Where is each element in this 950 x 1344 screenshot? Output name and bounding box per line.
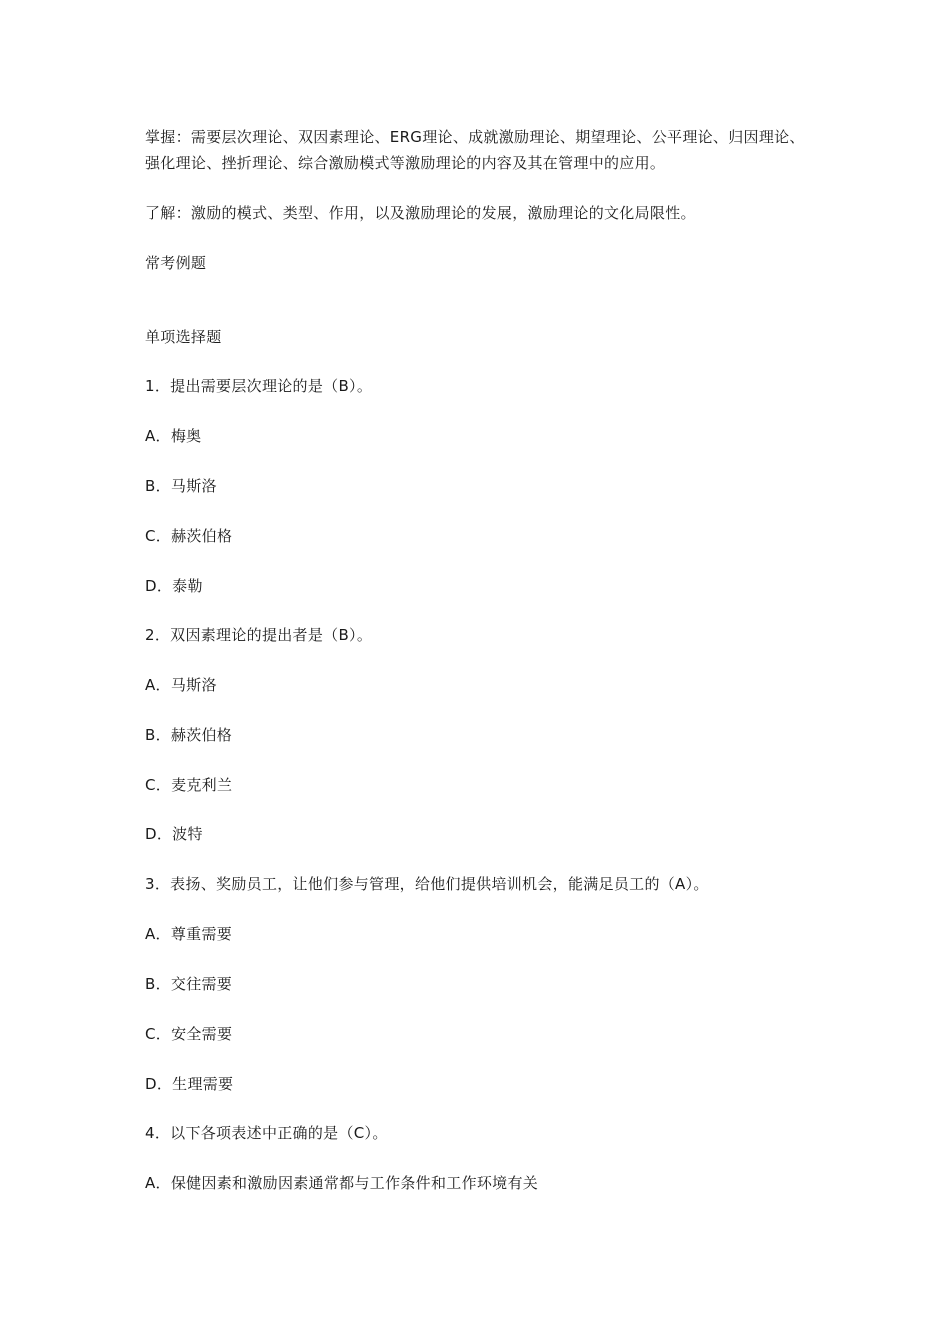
- question-1-option-b: B．马斯洛: [145, 477, 217, 495]
- question-2-option-a: A．马斯洛: [145, 676, 217, 694]
- question-1-option-d: D．泰勒: [145, 577, 203, 595]
- question-2-option-c: C．麦克利兰: [145, 776, 233, 794]
- intro-master-paragraph: 掌握：需要层次理论、双因素理论、ERG理论、成就激励理论、期望理论、公平理论、归因理论、强化理论、挫折理论、综合激励模式等激励理论的内容及其在管理中的应用。: [145, 128, 805, 172]
- question-3-option-d: D．生理需要: [145, 1075, 234, 1093]
- question-2-stem: 2．双因素理论的提出者是（B）。: [145, 626, 373, 644]
- intro-understand-paragraph: 了解：激励的模式、类型、作用，以及激励理论的发展，激励理论的文化局限性。: [145, 204, 696, 222]
- question-1-option-a: A．梅奥: [145, 427, 202, 445]
- question-3-option-c: C．安全需要: [145, 1025, 233, 1043]
- question-3-stem: 3．表扬、奖励员工，让他们参与管理，给他们提供培训机会，能满足员工的（A）。: [145, 875, 709, 893]
- common-examples-heading: 常考例题: [145, 254, 207, 272]
- question-4-stem: 4．以下各项表述中正确的是（C）。: [145, 1124, 388, 1142]
- question-1-stem: 1．提出需要层次理论的是（B）。: [145, 377, 373, 395]
- question-3-option-a: A．尊重需要: [145, 925, 233, 943]
- question-2-option-d: D．波特: [145, 825, 203, 843]
- section-title: 单项选择题: [145, 328, 222, 346]
- question-2-option-b: B．赫茨伯格: [145, 726, 233, 744]
- question-1-option-c: C．赫茨伯格: [145, 527, 233, 545]
- question-3-option-b: B．交往需要: [145, 975, 233, 993]
- question-4-option-a: A．保健因素和激励因素通常都与工作条件和工作环境有关: [145, 1174, 539, 1192]
